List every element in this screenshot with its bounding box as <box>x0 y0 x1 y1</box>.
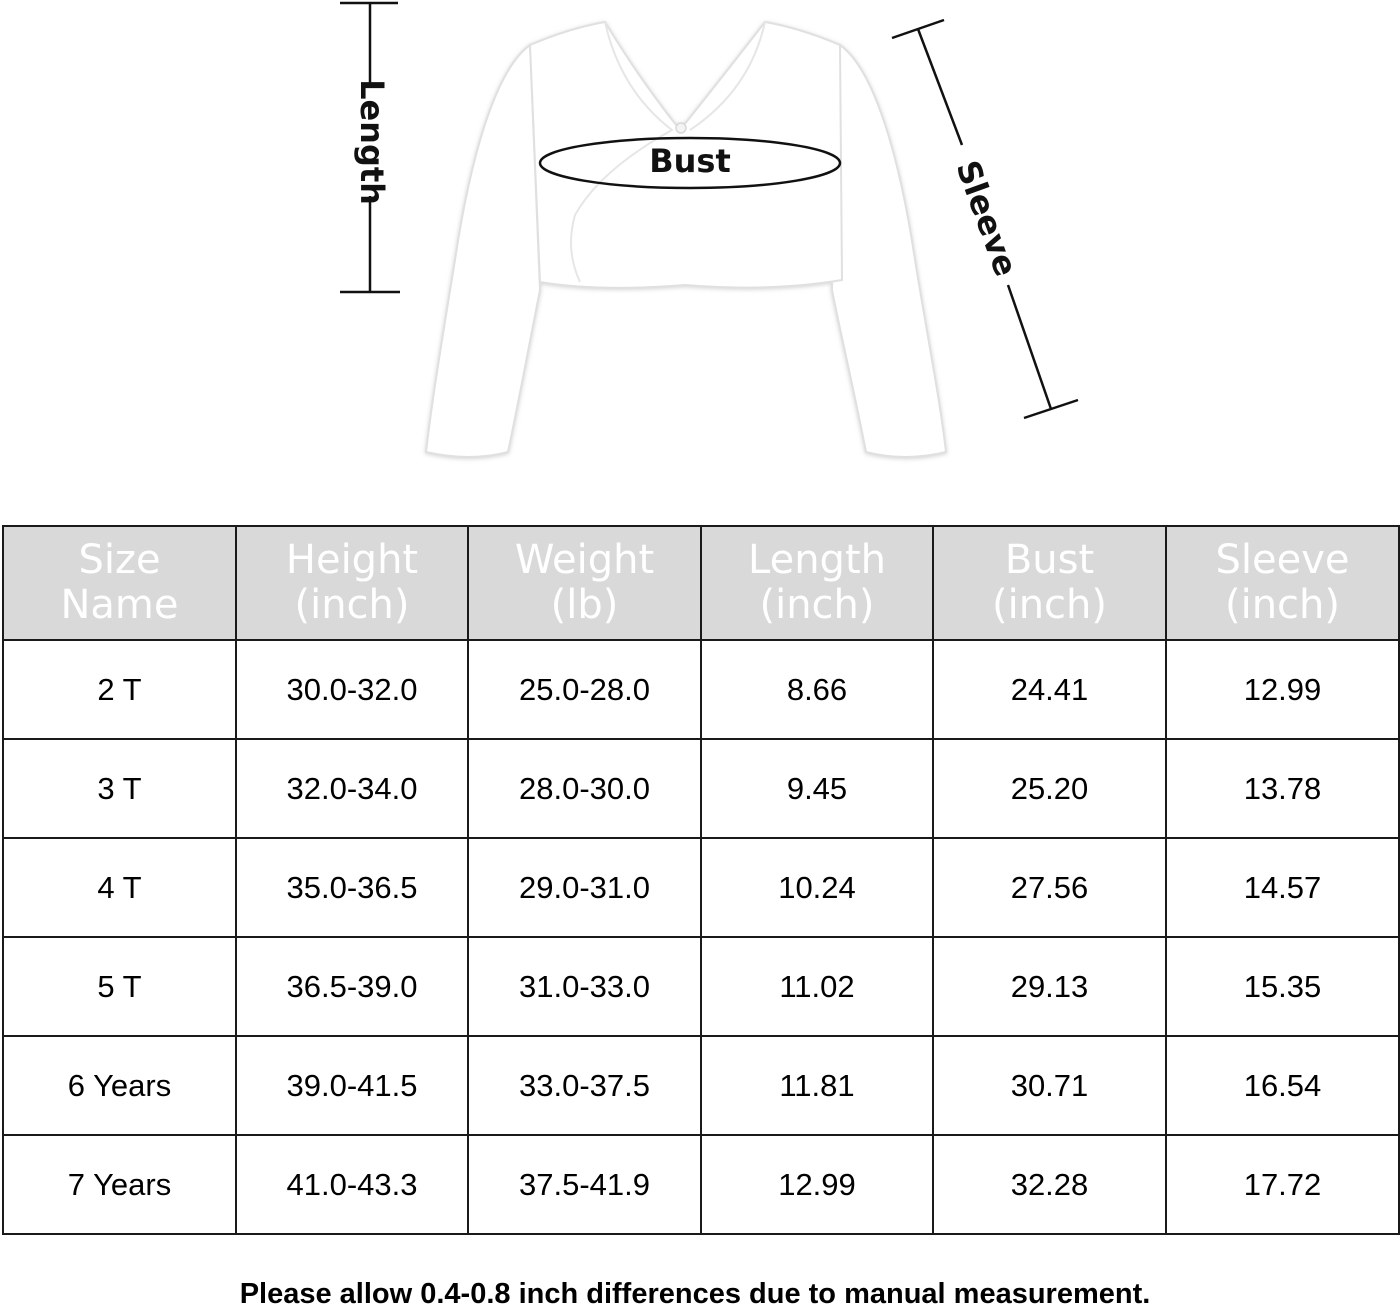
cell-size: 7 Years <box>3 1135 236 1234</box>
cell-bust: 32.28 <box>933 1135 1166 1234</box>
cell-sleeve: 15.35 <box>1166 937 1399 1036</box>
measurement-note: Please allow 0.4-0.8 inch differences due to manual measurement. <box>239 1278 1151 1310</box>
sleeve-label: Sleeve <box>948 155 1026 282</box>
cell-length: 10.24 <box>701 838 933 937</box>
cell-sleeve: 12.99 <box>1166 640 1399 739</box>
cell-sleeve: 17.72 <box>1166 1135 1399 1234</box>
cell-weight: 31.0-33.0 <box>468 937 701 1036</box>
cell-size: 5 T <box>3 937 236 1036</box>
cell-size: 2 T <box>3 640 236 739</box>
table-header-row <box>3 526 1399 640</box>
header-sleeve: Sleeve (inch) <box>1166 526 1399 640</box>
cell-sleeve: 16.54 <box>1166 1036 1399 1135</box>
cell-height: 35.0-36.5 <box>236 838 468 937</box>
table-row <box>3 739 1399 838</box>
cell-weight: 33.0-37.5 <box>468 1036 701 1135</box>
cell-length: 11.02 <box>701 937 933 1036</box>
cardigan-image <box>426 22 946 457</box>
table-row <box>3 1036 1399 1135</box>
header-height: Height (inch) <box>236 526 468 640</box>
cell-weight: 37.5-41.9 <box>468 1135 701 1234</box>
cell-bust: 27.56 <box>933 838 1166 937</box>
table-row <box>3 937 1399 1036</box>
cell-weight: 25.0-28.0 <box>468 640 701 739</box>
header-weight: Weight (lb) <box>468 526 701 640</box>
size-chart-table <box>2 525 1400 1235</box>
cell-height: 39.0-41.5 <box>236 1036 468 1135</box>
cell-sleeve: 14.57 <box>1166 838 1399 937</box>
cell-length: 11.81 <box>701 1036 933 1135</box>
header-length: Length (inch) <box>701 526 933 640</box>
cell-height: 36.5-39.0 <box>236 937 468 1036</box>
table-row <box>3 1135 1399 1234</box>
bust-label: Bust <box>649 142 731 180</box>
cell-length: 12.99 <box>701 1135 933 1234</box>
cell-length: 8.66 <box>701 640 933 739</box>
header-size-name: Size Name <box>3 526 236 640</box>
cell-size: 4 T <box>3 838 236 937</box>
cell-bust: 29.13 <box>933 937 1166 1036</box>
cell-size: 6 Years <box>3 1036 236 1135</box>
length-label: Length <box>353 79 391 205</box>
cell-height: 41.0-43.3 <box>236 1135 468 1234</box>
cell-bust: 30.71 <box>933 1036 1166 1135</box>
cell-bust: 24.41 <box>933 640 1166 739</box>
cell-height: 32.0-34.0 <box>236 739 468 838</box>
cell-bust: 25.20 <box>933 739 1166 838</box>
cell-sleeve: 13.78 <box>1166 739 1399 838</box>
cell-height: 30.0-32.0 <box>236 640 468 739</box>
cardigan-measurement-diagram <box>0 0 1400 500</box>
table-row <box>3 838 1399 937</box>
cell-weight: 28.0-30.0 <box>468 739 701 838</box>
header-bust: Bust (inch) <box>933 526 1166 640</box>
cell-length: 9.45 <box>701 739 933 838</box>
table-row <box>3 640 1399 739</box>
cell-size: 3 T <box>3 739 236 838</box>
cell-weight: 29.0-31.0 <box>468 838 701 937</box>
